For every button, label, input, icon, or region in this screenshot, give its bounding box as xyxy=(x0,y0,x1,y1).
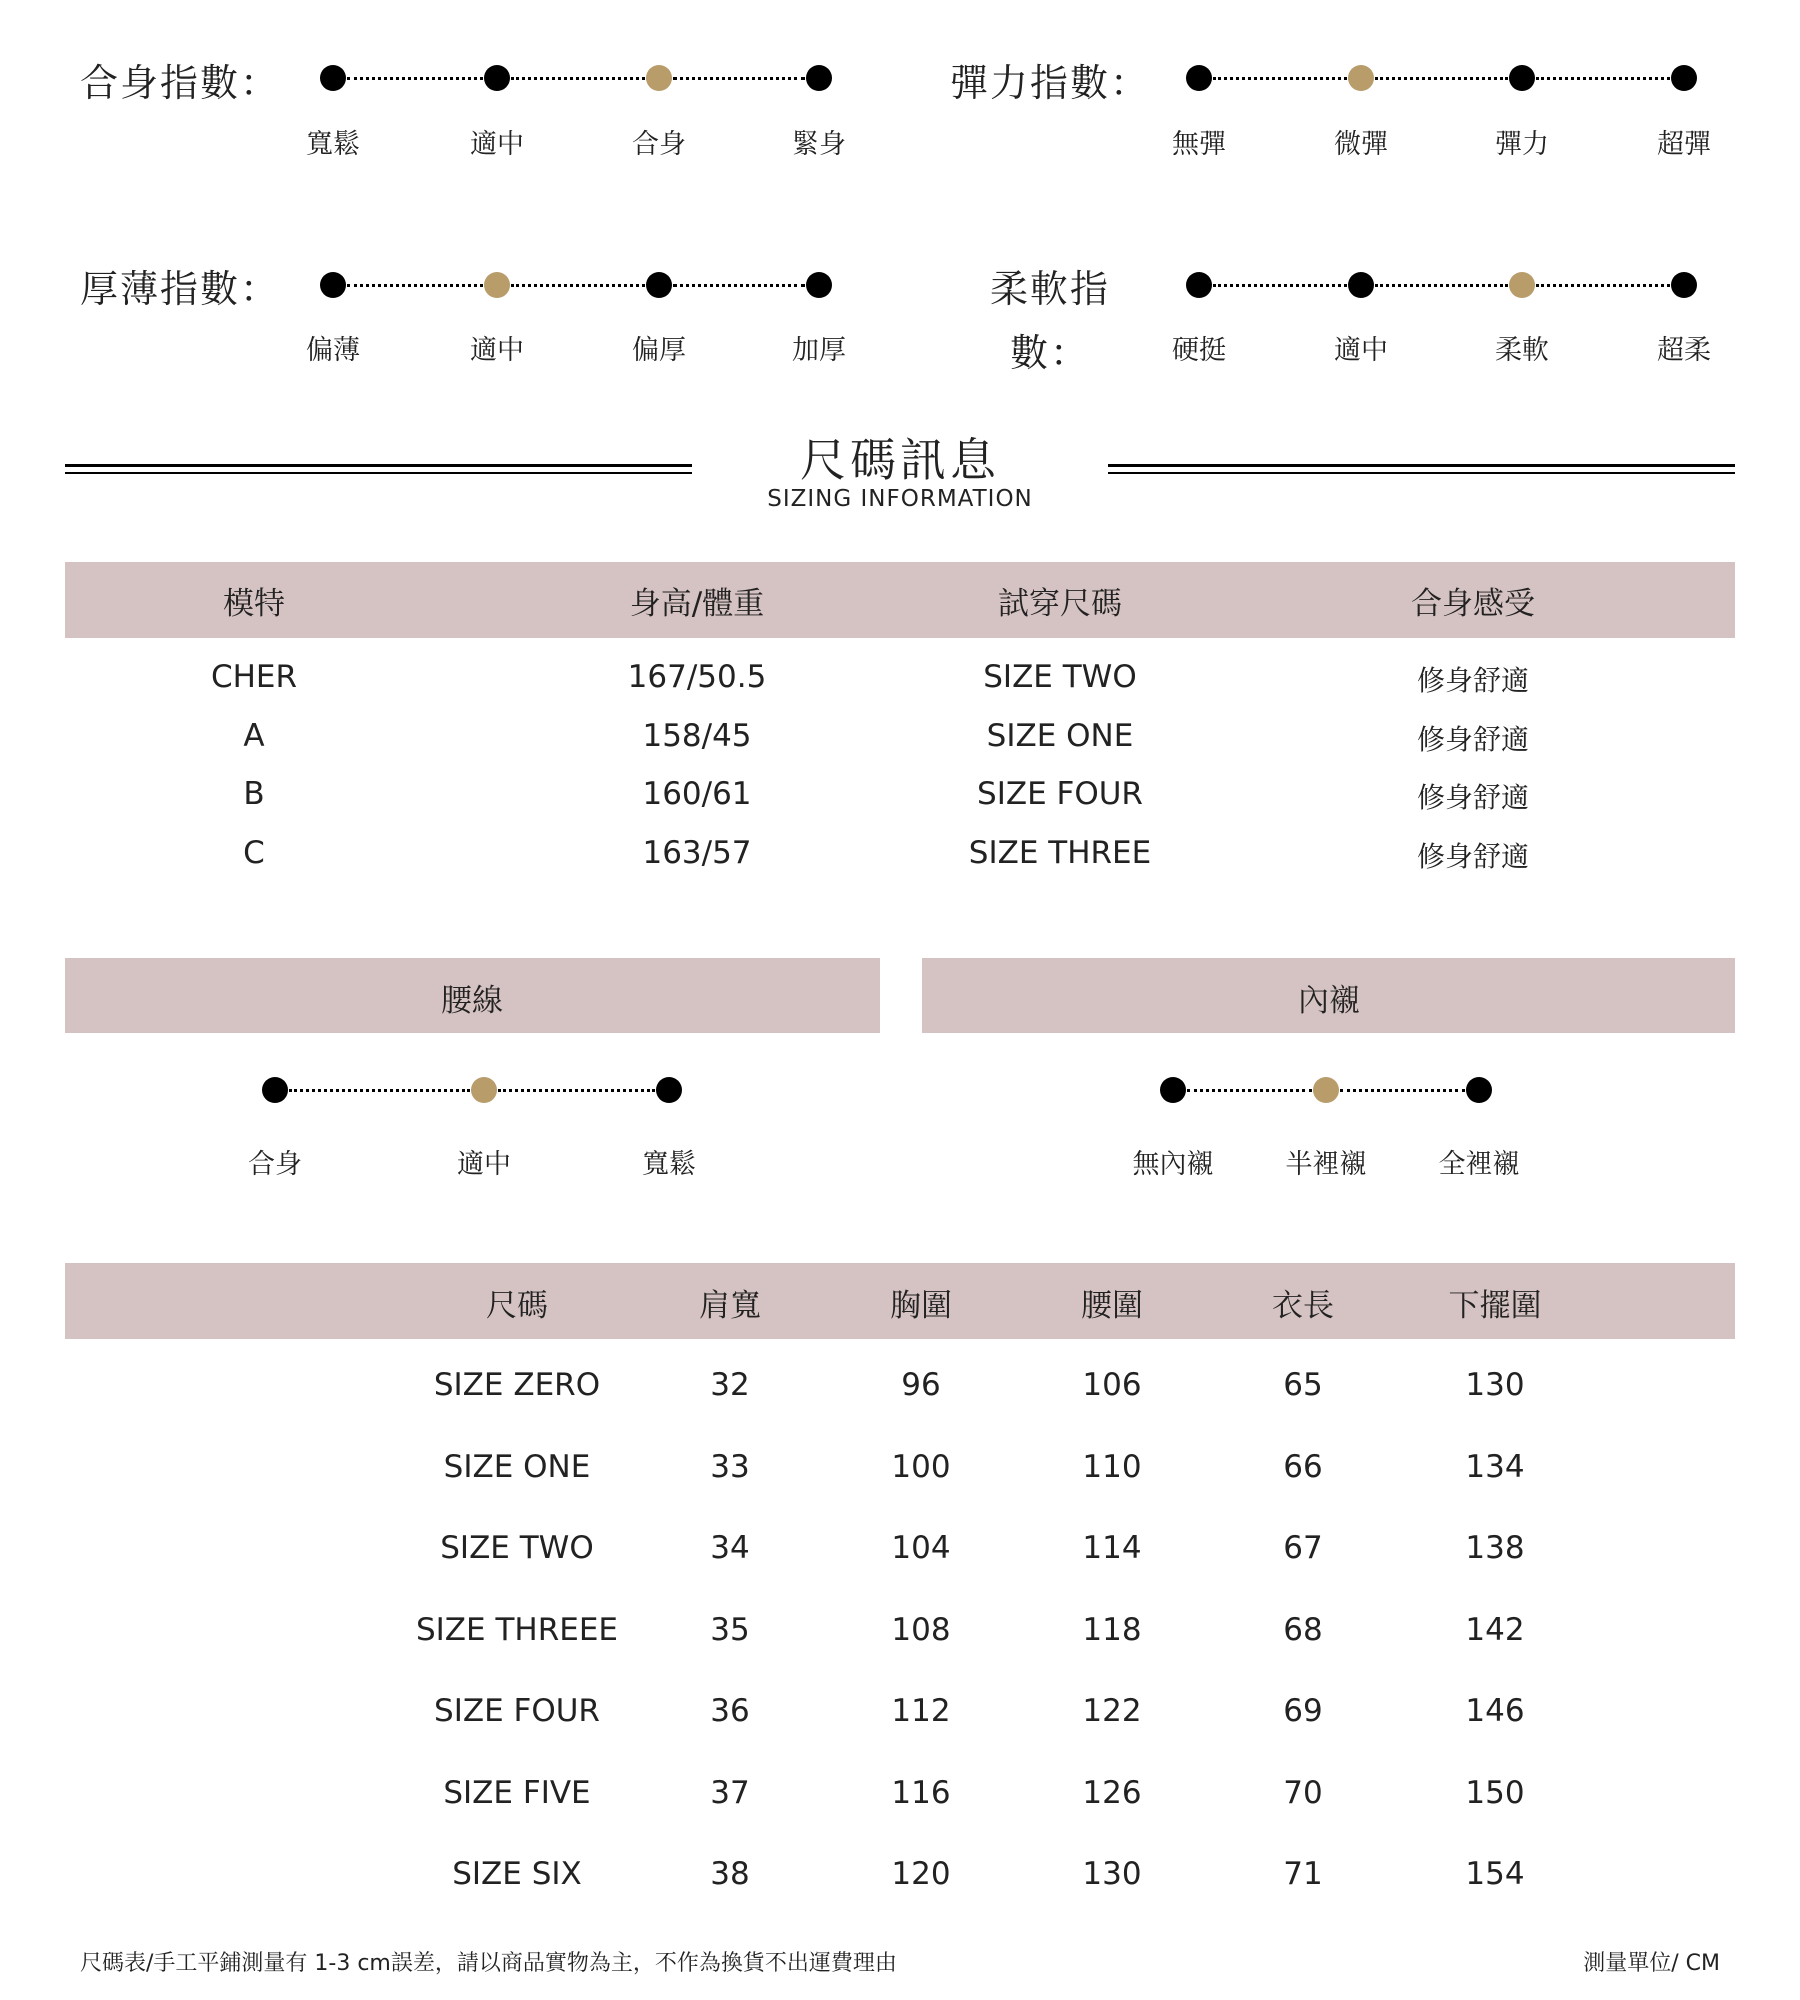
softness-index-title-line2: 數： xyxy=(1010,331,1091,375)
size-table-cell: 130 xyxy=(1082,1856,1142,1892)
size-table-cell: 66 xyxy=(1283,1448,1323,1485)
lining-option-label: 全裡襯 xyxy=(1438,1149,1520,1180)
thickness-index-title: 厚薄指數： xyxy=(80,267,281,311)
divider-right-bottom xyxy=(1108,472,1735,474)
size-table-cell: 150 xyxy=(1465,1774,1525,1811)
softness-index-title-line1: 柔軟指 xyxy=(990,267,1111,311)
waist-dot-selected xyxy=(471,1077,497,1103)
fit-index-title: 合身指數： xyxy=(80,61,281,105)
models-table-cell: 167/50.5 xyxy=(627,659,767,695)
softness-connector xyxy=(1213,284,1347,287)
models-column-header: 合身感受 xyxy=(1411,586,1535,622)
softness-connector xyxy=(1536,284,1670,287)
models-table-cell: 160/61 xyxy=(642,776,752,812)
size-column-header: 腰圍 xyxy=(1081,1288,1143,1324)
size-column-header: 尺碼 xyxy=(486,1288,548,1324)
size-table-cell: SIZE ZERO xyxy=(433,1367,601,1403)
size-table-cell: 100 xyxy=(891,1448,951,1485)
stretch-dot xyxy=(1509,65,1535,91)
size-table-cell: 134 xyxy=(1465,1448,1525,1485)
footer-note: 尺碼表/手工平鋪測量有 1-3 cm誤差，請以商品實物為主，不作為換貨不出運費理由 xyxy=(80,1951,897,1976)
size-table-cell: 116 xyxy=(891,1774,951,1811)
divider-left-top xyxy=(65,464,692,467)
divider-right-top xyxy=(1108,464,1735,467)
lining-dot xyxy=(1160,1077,1186,1103)
size-column-header: 胸圍 xyxy=(890,1288,952,1324)
size-table-cell: 71 xyxy=(1283,1856,1323,1892)
waist-connector xyxy=(498,1089,655,1092)
lining-dot xyxy=(1466,1077,1492,1103)
waist-option-label: 合身 xyxy=(248,1149,302,1180)
waist-connector xyxy=(289,1089,470,1092)
stretch-option-label: 無彈 xyxy=(1172,129,1226,160)
size-table-cell: 65 xyxy=(1283,1367,1323,1403)
size-table-cell: SIZE TWO xyxy=(440,1530,594,1566)
size-table-cell: 122 xyxy=(1082,1693,1142,1729)
stretch-dot xyxy=(1671,65,1697,91)
fit-connector xyxy=(673,77,805,80)
softness-dot-selected xyxy=(1509,272,1535,298)
thickness-connector xyxy=(347,284,483,287)
models-table-cell: SIZE ONE xyxy=(986,718,1134,754)
size-table-cell: 68 xyxy=(1283,1611,1323,1648)
size-table-cell: 118 xyxy=(1082,1611,1142,1648)
size-table-cell: 69 xyxy=(1283,1693,1323,1729)
lining-dot-selected xyxy=(1313,1077,1339,1103)
fit-connector xyxy=(347,77,483,80)
size-table-cell: 138 xyxy=(1465,1530,1525,1566)
stretch-index-title: 彈力指數： xyxy=(950,61,1151,105)
waist-option-label: 適中 xyxy=(457,1149,511,1180)
thickness-dot xyxy=(646,272,672,298)
thickness-connector xyxy=(511,284,645,287)
footer-unit: 測量單位/ CM xyxy=(1583,1951,1720,1976)
size-column-header: 衣長 xyxy=(1272,1288,1334,1324)
models-table-cell: 修身舒適 xyxy=(1416,840,1529,873)
size-table-cell: 142 xyxy=(1465,1611,1525,1648)
size-column-header: 肩寬 xyxy=(699,1288,761,1324)
models-column-header: 身高/體重 xyxy=(629,586,765,622)
size-table-cell: 67 xyxy=(1283,1530,1323,1566)
softness-dot xyxy=(1348,272,1374,298)
softness-dot xyxy=(1671,272,1697,298)
fit-option-label: 寬鬆 xyxy=(306,129,360,160)
thickness-dot xyxy=(806,272,832,298)
size-table-cell: 38 xyxy=(710,1856,750,1892)
models-table-cell: 修身舒適 xyxy=(1416,781,1529,814)
lining-option-label: 無內襯 xyxy=(1132,1149,1214,1180)
models-table-cell: SIZE FOUR xyxy=(977,776,1143,812)
stretch-connector xyxy=(1375,77,1508,80)
thickness-dot xyxy=(320,272,346,298)
size-table-cell: 36 xyxy=(710,1693,750,1729)
size-table-cell: 130 xyxy=(1465,1367,1525,1403)
divider-left-bottom xyxy=(65,472,692,474)
size-table-cell: 154 xyxy=(1465,1856,1525,1892)
size-table-cell: 106 xyxy=(1082,1367,1142,1403)
softness-connector xyxy=(1375,284,1508,287)
size-table-cell: 104 xyxy=(891,1530,951,1566)
stretch-connector xyxy=(1536,77,1670,80)
stretch-dot xyxy=(1186,65,1212,91)
waist-title: 腰線 xyxy=(441,983,503,1019)
size-table-cell: SIZE FOUR xyxy=(434,1693,600,1729)
stretch-connector xyxy=(1213,77,1347,80)
size-table-cell: 70 xyxy=(1283,1774,1323,1811)
size-table-cell: SIZE THREEE xyxy=(415,1611,619,1648)
size-table-cell: 34 xyxy=(710,1530,750,1566)
waist-dot xyxy=(656,1077,682,1103)
stretch-option-label: 彈力 xyxy=(1495,129,1549,160)
thickness-option-label: 偏薄 xyxy=(306,335,360,366)
fit-dot xyxy=(320,65,346,91)
softness-option-label: 柔軟 xyxy=(1495,335,1549,366)
models-table-cell: 158/45 xyxy=(642,718,752,754)
size-table-cell: 33 xyxy=(710,1448,750,1485)
size-table-cell: 96 xyxy=(901,1367,941,1403)
waist-option-label: 寬鬆 xyxy=(642,1149,696,1180)
size-column-header: 下擺圍 xyxy=(1448,1288,1542,1324)
models-table-cell: C xyxy=(243,835,265,871)
lining-option-label: 半裡襯 xyxy=(1285,1149,1367,1180)
lining-title: 內襯 xyxy=(1298,983,1360,1019)
fit-option-label: 緊身 xyxy=(792,129,846,160)
thickness-connector xyxy=(673,284,805,287)
models-table-cell: 修身舒適 xyxy=(1416,723,1529,756)
fit-dot xyxy=(806,65,832,91)
models-column-header: 試穿尺碼 xyxy=(998,586,1122,622)
size-table-cell: SIZE ONE xyxy=(443,1448,591,1485)
size-table-cell: 108 xyxy=(891,1611,951,1648)
size-table-cell: SIZE SIX xyxy=(452,1856,582,1892)
thickness-option-label: 偏厚 xyxy=(632,335,686,366)
fit-option-label: 適中 xyxy=(470,129,524,160)
size-table-cell: 37 xyxy=(710,1774,750,1811)
thickness-option-label: 加厚 xyxy=(792,335,846,366)
lining-connector xyxy=(1187,1089,1312,1092)
size-table-cell: 110 xyxy=(1082,1448,1142,1485)
stretch-option-label: 微彈 xyxy=(1334,129,1388,160)
softness-option-label: 超柔 xyxy=(1657,335,1711,366)
size-table-cell: 112 xyxy=(891,1693,951,1729)
size-table-cell: 120 xyxy=(891,1856,951,1892)
section-subtitle: SIZING INFORMATION xyxy=(767,486,1033,512)
models-table-cell: 修身舒適 xyxy=(1416,664,1529,697)
models-table-cell: CHER xyxy=(210,659,298,695)
models-table-cell: A xyxy=(243,718,265,754)
waist-dot xyxy=(262,1077,288,1103)
fit-dot-selected xyxy=(646,65,672,91)
models-table-cell: 163/57 xyxy=(642,835,752,871)
models-table-cell: B xyxy=(243,776,265,812)
thickness-dot-selected xyxy=(484,272,510,298)
section-title: 尺碼訊息 xyxy=(800,433,1000,487)
softness-option-label: 適中 xyxy=(1334,335,1388,366)
size-table-cell: 114 xyxy=(1082,1530,1142,1566)
softness-dot xyxy=(1186,272,1212,298)
size-table-cell: 35 xyxy=(710,1611,750,1648)
models-table-cell: SIZE THREE xyxy=(968,835,1152,871)
models-column-header: 模特 xyxy=(223,586,285,622)
fit-connector xyxy=(511,77,645,80)
stretch-dot-selected xyxy=(1348,65,1374,91)
size-table-cell: 146 xyxy=(1465,1693,1525,1729)
fit-option-label: 合身 xyxy=(632,129,686,160)
lining-connector xyxy=(1340,1089,1465,1092)
size-table-cell: 32 xyxy=(710,1367,750,1403)
fit-dot xyxy=(484,65,510,91)
models-table-cell: SIZE TWO xyxy=(983,659,1137,695)
size-table-cell: 126 xyxy=(1082,1774,1142,1811)
stretch-option-label: 超彈 xyxy=(1657,129,1711,160)
thickness-option-label: 適中 xyxy=(470,335,524,366)
size-table-cell: SIZE FIVE xyxy=(443,1774,591,1811)
softness-option-label: 硬挺 xyxy=(1172,335,1226,366)
